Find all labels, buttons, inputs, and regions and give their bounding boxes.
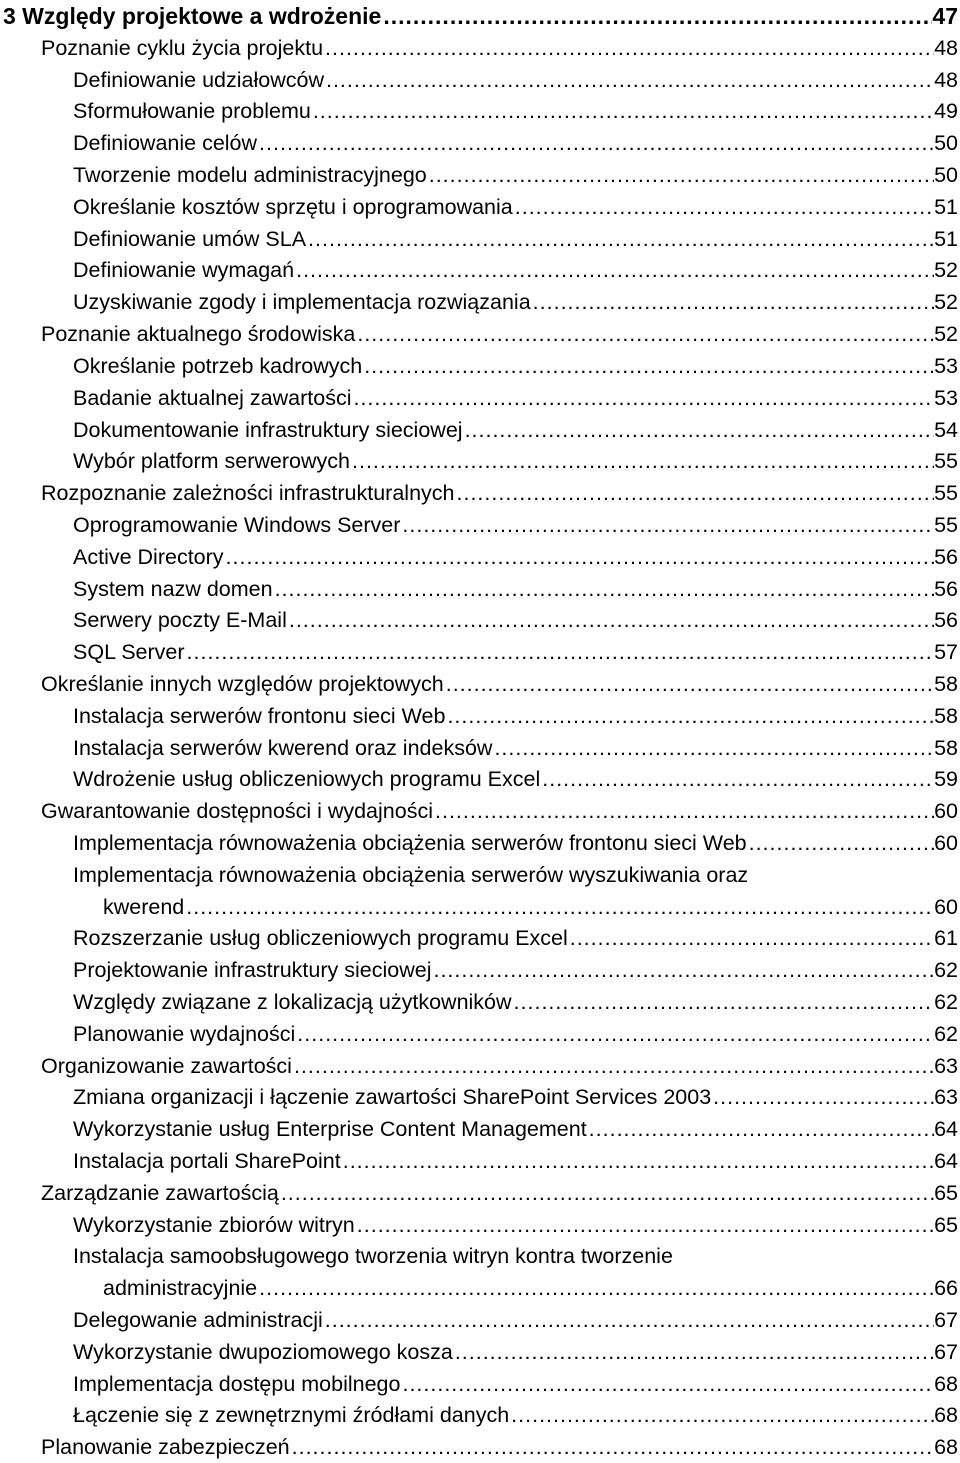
dot-leader	[292, 1050, 934, 1082]
toc-entry-line	[73, 1145, 958, 1177]
toc-page-number: 55	[934, 449, 958, 474]
toc-entry-line	[73, 223, 958, 255]
toc-page-number: 48	[934, 67, 958, 92]
toc-entry[interactable]	[0, 1018, 960, 1050]
toc-page-number: 65	[934, 1180, 958, 1205]
dot-leader	[185, 636, 935, 668]
toc-entry-line	[41, 795, 958, 827]
dot-leader	[444, 668, 934, 700]
toc-entry-line	[41, 668, 958, 700]
dot-leader	[295, 1018, 934, 1050]
toc-entry[interactable]	[0, 668, 960, 700]
dot-leader	[453, 1336, 934, 1368]
toc-entry[interactable]	[0, 1113, 960, 1145]
dot-leader	[350, 445, 934, 477]
toc-entry-title: Poznanie aktualnego środowiska	[41, 322, 356, 346]
toc-entry-line	[73, 191, 958, 223]
toc-entry-line	[73, 95, 958, 127]
toc-entry-title: Serwery poczty E-Mail	[73, 608, 287, 633]
dot-leader	[257, 127, 934, 159]
dot-leader	[400, 1368, 934, 1400]
toc-page-number: 64	[934, 1149, 958, 1173]
toc-entry-title: Instalacja portali SharePoint	[73, 1149, 341, 1173]
toc-page-number: 58	[934, 703, 958, 728]
toc-entry-line	[41, 32, 958, 64]
toc-entry-line	[73, 986, 958, 1018]
toc-entry-title: Uzyskiwanie zgody i implementacja rozwiązania	[73, 290, 531, 315]
dot-leader	[587, 1113, 934, 1145]
toc-page-number: 62	[934, 958, 958, 983]
toc-entry[interactable]	[0, 445, 960, 477]
toc-entry-title: Organizowanie zawartości	[41, 1053, 292, 1078]
toc-entry-line	[73, 445, 958, 477]
toc-entry-title: Instalacja samoobsługowego tworzenia witryn kontra tworzenie	[73, 1244, 673, 1269]
toc-page-number: 66	[934, 1276, 958, 1301]
toc-entry[interactable]	[0, 477, 960, 509]
dot-leader	[323, 32, 934, 64]
toc-entry-line	[73, 732, 958, 764]
toc-entry-line	[73, 159, 958, 191]
toc-entry-title: System nazw domen	[73, 576, 273, 601]
toc-entry-line	[73, 414, 958, 446]
toc-entry[interactable]	[0, 0, 960, 32]
toc-entry-line	[73, 1081, 958, 1113]
dot-leader	[279, 1177, 934, 1209]
toc-entry[interactable]	[0, 1240, 960, 1304]
toc-entry-title: Definiowanie celów	[73, 131, 258, 156]
toc-entry-line	[73, 254, 958, 286]
toc-entry-title: Wybór platform serwerowych	[73, 449, 350, 474]
toc-entry-line	[103, 1272, 958, 1304]
toc-page-number: 55	[934, 481, 958, 506]
toc-entry[interactable]	[0, 1209, 960, 1241]
toc-entry[interactable]	[0, 604, 960, 636]
toc-page-number: 54	[934, 417, 958, 442]
dot-leader	[540, 763, 934, 795]
toc-entry[interactable]	[0, 509, 960, 541]
dot-leader	[355, 318, 934, 350]
dot-leader	[492, 732, 934, 764]
dot-leader	[512, 986, 935, 1018]
toc-entry-line	[41, 1050, 958, 1082]
toc-entry-title: Wdrożenie usług obliczeniowych programu Excel	[73, 767, 541, 792]
toc-entry-line	[73, 286, 958, 318]
toc-page-number: 50	[934, 131, 958, 156]
toc-entry-title: Poznanie cyklu życia projektu	[41, 35, 324, 60]
toc-entry-title: Implementacja równoważenia obciążenia serwerów wyszukiwania oraz	[73, 862, 749, 887]
dot-leader	[323, 1304, 934, 1336]
toc-entry-line	[73, 1368, 958, 1400]
toc-page-number: 58	[934, 735, 958, 760]
toc-entry-title: Oprogramowanie Windows Server	[73, 512, 401, 537]
toc-entry[interactable]	[0, 382, 960, 414]
dot-leader	[224, 541, 935, 573]
dot-leader	[445, 700, 934, 732]
toc-page-number: 68	[934, 1371, 958, 1396]
toc-entry[interactable]	[0, 922, 960, 954]
toc-page-number: 50	[934, 163, 958, 187]
toc-entry-title: Gwarantowanie dostępności i wydajności	[41, 799, 433, 824]
toc-entry-title: Wykorzystanie usług Enterprise Content Management	[73, 1117, 587, 1142]
toc-entry-line	[73, 541, 958, 573]
toc-entry[interactable]	[0, 64, 960, 96]
toc-entry[interactable]	[0, 191, 960, 223]
toc-entry[interactable]	[0, 1177, 960, 1209]
toc-entry-line	[41, 1177, 958, 1209]
toc-entry-line	[73, 763, 958, 795]
toc-entry-title: Zarządzanie zawartością	[41, 1180, 279, 1205]
toc-entry-line	[73, 1304, 958, 1336]
toc-entry-title: Łączenie się z zewnętrznymi źródłami danych	[73, 1403, 510, 1428]
dot-leader	[324, 64, 934, 96]
toc-entry[interactable]	[0, 159, 960, 191]
dot-leader	[184, 891, 934, 923]
toc-entry-line	[73, 382, 958, 414]
toc-page-number: 51	[934, 226, 958, 251]
toc-entry-title: Planowanie wydajności	[73, 1021, 296, 1046]
toc-entry[interactable]	[0, 127, 960, 159]
dot-leader	[294, 254, 934, 286]
toc-entry[interactable]	[0, 350, 960, 382]
toc-page-number: 53	[934, 353, 958, 378]
toc-entry[interactable]	[0, 1304, 960, 1336]
toc-entry-title: SQL Server	[73, 640, 185, 665]
toc-entry[interactable]	[0, 732, 960, 764]
dot-leader	[355, 1209, 934, 1241]
toc-entry-line	[73, 1209, 958, 1241]
toc-entry-title: 3 Względy projektowe a wdrożenie	[3, 3, 382, 29]
toc-entry-title: Określanie kosztów sprzętu i oprogramowania	[73, 194, 513, 219]
toc-entry[interactable]	[0, 1336, 960, 1368]
toc-page-number: 63	[934, 1053, 958, 1078]
toc-entry-title: Zmiana organizacji i łączenie zawartości SharePoint Services 2003	[73, 1085, 712, 1110]
toc-entry[interactable]	[0, 1368, 960, 1400]
toc-entry-title: Względy związane z lokalizacją użytkowników	[73, 989, 512, 1014]
dot-leader	[711, 1081, 934, 1113]
toc-entry-line	[103, 891, 958, 923]
toc-entry-line	[73, 700, 958, 732]
toc-page-number: 60	[934, 894, 958, 919]
toc-entry[interactable]	[0, 795, 960, 827]
toc-entry-title: Projektowanie infrastruktury sieciowej	[73, 958, 432, 983]
toc-entry-line	[3, 0, 958, 32]
dot-leader	[287, 604, 934, 636]
toc-page-number: 60	[934, 799, 958, 824]
toc-entry[interactable]	[0, 763, 960, 795]
dot-leader	[431, 954, 934, 986]
dot-leader	[509, 1399, 934, 1431]
toc-entry-line	[73, 827, 958, 859]
toc-entry-title: Implementacja równoważenia obciążenia serwerów frontonu sieci Web	[73, 830, 747, 855]
toc-entry-title: Sformułowanie problemu	[73, 99, 311, 124]
dot-leader	[257, 1272, 934, 1304]
toc-entry[interactable]	[0, 95, 960, 127]
toc-entry[interactable]	[0, 1399, 960, 1431]
toc-entry[interactable]	[0, 414, 960, 446]
toc-entry-title: Instalacja serwerów kwerend oraz indeksów	[73, 735, 493, 760]
toc-entry-title: Określanie innych względów projektowych	[41, 671, 444, 696]
toc-entry-line	[41, 477, 958, 509]
toc-entry-line	[73, 922, 958, 954]
toc-page-number: 55	[934, 512, 958, 537]
toc-entry[interactable]	[0, 541, 960, 573]
toc-entry[interactable]	[0, 827, 960, 859]
dot-leader	[273, 573, 935, 605]
dot-leader	[311, 95, 934, 127]
dot-leader	[427, 159, 934, 191]
toc-entry[interactable]	[0, 859, 960, 923]
dot-leader	[747, 827, 934, 859]
toc-entry-title: Wykorzystanie dwupoziomowego kosza	[73, 1339, 453, 1364]
toc-entry-title: Definiowanie umów SLA	[73, 226, 307, 251]
dot-leader	[463, 414, 935, 446]
toc-page-number: 52	[934, 258, 958, 283]
dot-leader	[362, 350, 934, 382]
toc-page-number: 63	[934, 1085, 958, 1110]
toc-entry[interactable]	[0, 254, 960, 286]
toc-entry-line	[73, 127, 958, 159]
toc-page-number: 53	[934, 385, 958, 410]
toc-entry[interactable]	[0, 986, 960, 1018]
toc-page-number: 59	[934, 767, 958, 792]
toc-page-number: 52	[934, 322, 958, 346]
dot-leader	[341, 1145, 934, 1177]
toc-entry[interactable]	[0, 32, 960, 64]
toc-page-number: 67	[934, 1308, 958, 1332]
toc-page-number: 57	[934, 640, 958, 665]
toc-entry-line	[41, 318, 958, 350]
dot-leader	[290, 1431, 934, 1463]
toc-entry[interactable]	[0, 636, 960, 668]
toc-entry[interactable]	[0, 1081, 960, 1113]
toc-entry[interactable]	[0, 954, 960, 986]
toc-entry-title: Określanie potrzeb kadrowych	[73, 353, 363, 378]
dot-leader	[531, 286, 934, 318]
toc-entry-title: Definiowanie udziałowców	[73, 67, 324, 92]
toc-page-number: 49	[934, 99, 958, 124]
toc-entry-line	[73, 1113, 958, 1145]
toc-entry-title: Delegowanie administracji	[73, 1308, 323, 1332]
toc-entry-title-continued: administracyjnie	[103, 1276, 258, 1301]
toc-entry-line	[73, 509, 958, 541]
toc-page-number: 68	[934, 1403, 958, 1428]
toc-page-number: 52	[934, 290, 958, 315]
toc-page-number: 68	[934, 1435, 958, 1460]
toc-page-number: 56	[934, 608, 958, 633]
dot-leader	[351, 382, 934, 414]
dot-leader	[568, 922, 934, 954]
toc-entry[interactable]	[0, 318, 960, 350]
toc-entry-line	[73, 64, 958, 96]
toc-page-number: 48	[934, 35, 958, 60]
toc-page-number: 60	[934, 830, 958, 855]
toc-entry-title-continued: kwerend	[103, 894, 185, 919]
toc-page-number: 65	[934, 1212, 958, 1237]
toc-entry-title: Active Directory	[73, 544, 224, 569]
toc-entry[interactable]	[0, 573, 960, 605]
toc-entry-title: Definiowanie wymagań	[73, 258, 295, 283]
toc-page-number: 61	[934, 926, 958, 951]
toc-page-number: 56	[934, 576, 958, 601]
dot-leader	[306, 223, 934, 255]
toc-page-number: 64	[934, 1117, 958, 1142]
toc-entry-title: Implementacja dostępu mobilnego	[73, 1371, 401, 1396]
toc-entry-line	[73, 573, 958, 605]
toc-entry-line	[41, 1431, 958, 1463]
toc-entry-title: Dokumentowanie infrastruktury sieciowej	[73, 417, 463, 442]
toc-entry-line	[73, 1399, 958, 1431]
toc-entry[interactable]	[0, 286, 960, 318]
toc-entry[interactable]	[0, 1431, 960, 1463]
toc-entry[interactable]	[0, 700, 960, 732]
toc-entry-title: Planowanie zabezpieczeń	[41, 1435, 290, 1460]
toc-entry-line	[73, 954, 958, 986]
dot-leader	[513, 191, 934, 223]
toc-entry[interactable]	[0, 1145, 960, 1177]
toc-page-number: 51	[934, 194, 958, 219]
toc-entry-line	[73, 350, 958, 382]
toc-page-number: 62	[934, 989, 958, 1014]
dot-leader	[433, 795, 934, 827]
toc-entry-line	[73, 1018, 958, 1050]
toc-entry-line	[73, 1336, 958, 1368]
toc-entry-title: Rozpoznanie zależności infrastrukturalnych	[41, 481, 455, 506]
dot-leader	[381, 0, 932, 32]
toc-page-number: 67	[934, 1339, 958, 1364]
toc-entry-title: Wykorzystanie zbiorów witryn	[73, 1212, 355, 1237]
dot-leader	[455, 477, 935, 509]
toc-entry-title: Instalacja serwerów frontonu sieci Web	[73, 703, 446, 728]
dot-leader	[400, 509, 934, 541]
toc-page-number: 62	[934, 1021, 958, 1046]
toc-entry-line	[73, 636, 958, 668]
toc-entry-title: Badanie aktualnej zawartości	[73, 385, 352, 410]
toc-page-number: 56	[934, 544, 958, 569]
toc-entry[interactable]	[0, 1050, 960, 1082]
toc-entry[interactable]	[0, 223, 960, 255]
toc-page-number: 47	[932, 3, 958, 29]
toc-entry-title: Rozszerzanie usług obliczeniowych programu Excel	[73, 926, 568, 951]
toc-page-number: 58	[934, 671, 958, 696]
toc-entry-title: Tworzenie modelu administracyjnego	[73, 163, 427, 187]
toc-entry-line	[73, 604, 958, 636]
